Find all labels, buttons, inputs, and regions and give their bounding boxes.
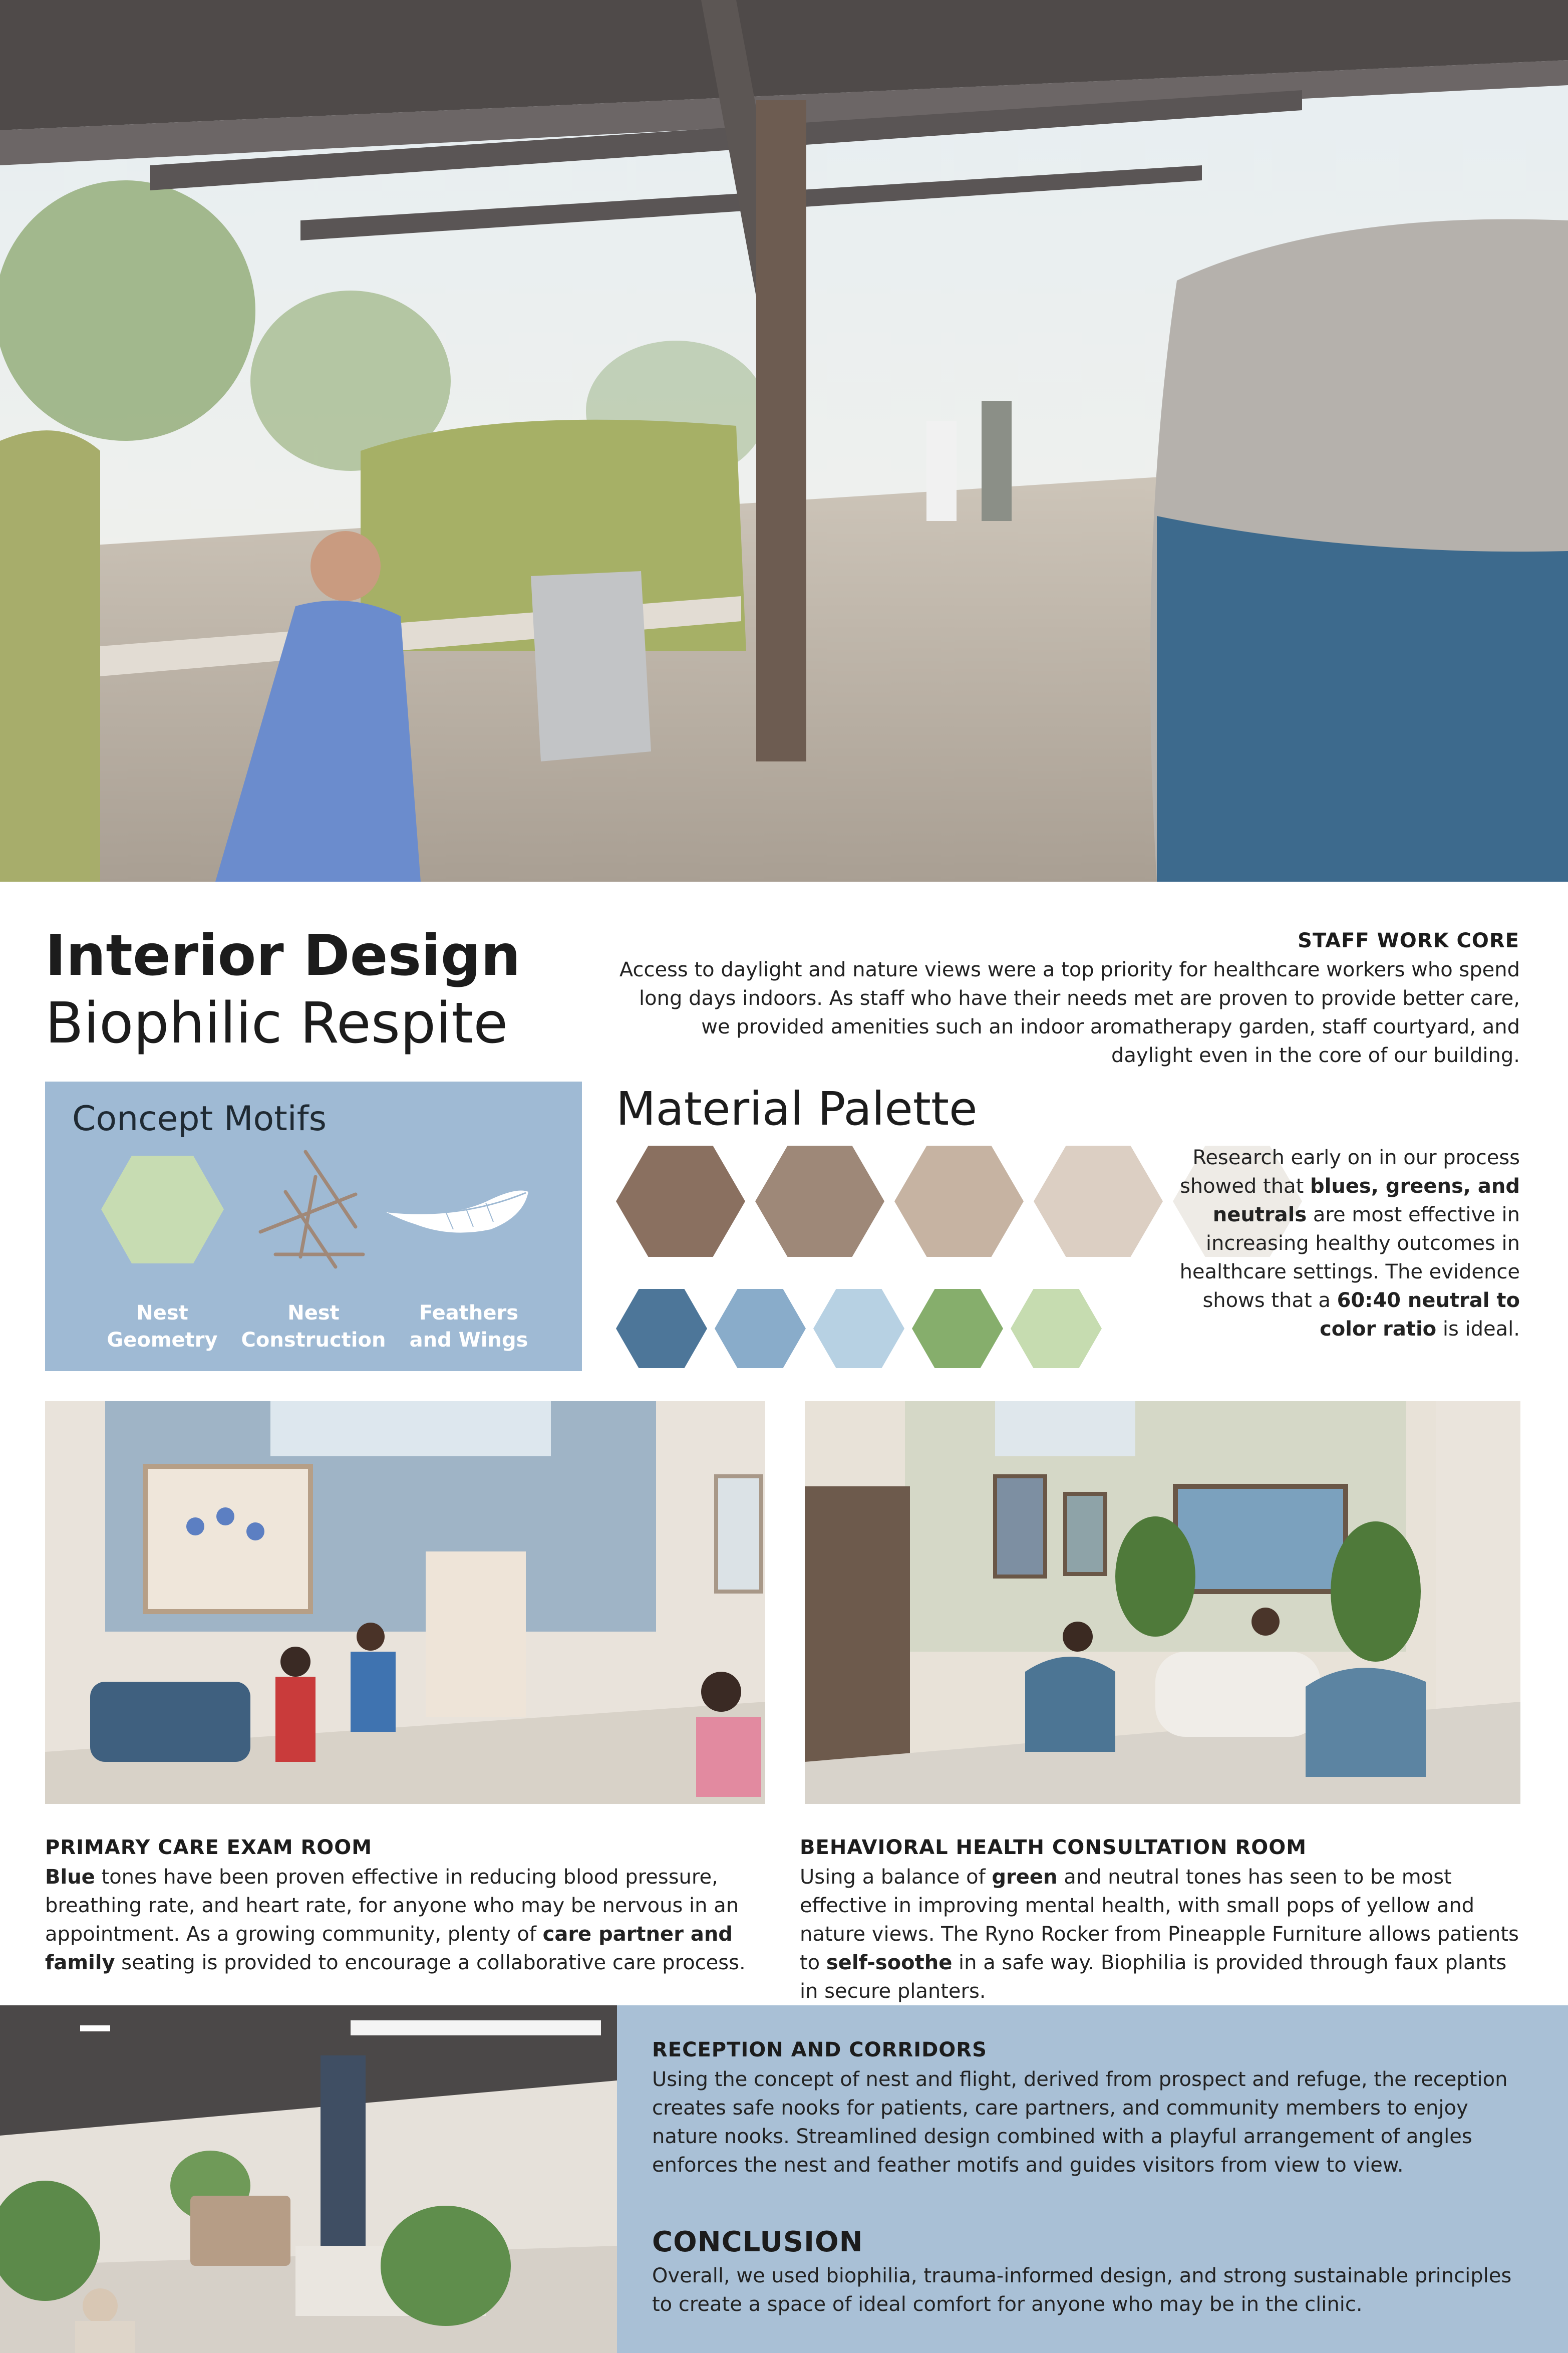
behavioral-health-heading: BEHAVIORAL HEALTH CONSULTATION ROOM [800, 1836, 1307, 1859]
motif-label-feathers-and-wings: Feathers and Wings [409, 1301, 528, 1352]
conclusion-body: Overall, we used biophilia, trauma-informed design, and strong sustainable principles to create a space of ideal comfort for anyone who may be in the clinic. [652, 2264, 1512, 2316]
sticks-icon [255, 1147, 376, 1272]
render-behavioral-health-room [805, 1401, 1520, 1804]
concept-motifs-panel [45, 1082, 582, 1371]
swatch-color-1 [616, 1289, 707, 1368]
hero-render-staff-work-core [0, 0, 1568, 882]
feather-icon [386, 1182, 531, 1237]
concept-motifs-title: Concept Motifs [72, 1099, 327, 1139]
swatch-neutral-3 [894, 1146, 1024, 1257]
swatch-color-2 [715, 1289, 806, 1368]
hexagon-icon [101, 1156, 224, 1263]
render-primary-care-exam-room [45, 1401, 765, 1804]
swatch-color-3 [813, 1289, 904, 1368]
behavioral-health-body: Using a balance of green and neutral tones has seen to be most effective in improving mental health, with small pops of yellow and nature views. The Ryno Rocker from Pineapple Furniture allows patients to self-soothe in a safe way. Biophilia is provided through faux plants in secure planters. [800, 1866, 1519, 2003]
swatch-color-5 [1011, 1289, 1102, 1368]
motif-label-nest-construction: Nest Construction [241, 1301, 386, 1352]
swatch-neutral-4 [1034, 1146, 1163, 1257]
staff-work-core-body: Access to daylight and nature views were a top priority for healthcare workers who spend long days indoors. As staff who have their needs met are proven to provide better care, we provided amenities such an indoor aromatherapy garden, staff courtyard, and daylight even in the core of our building. [619, 958, 1520, 1067]
page-subtitle: Biophilic Respite [45, 991, 508, 1056]
swatch-neutral-2 [755, 1146, 884, 1257]
material-palette-title: Material Palette [616, 1082, 978, 1136]
page-title: Interior Design [45, 923, 521, 988]
primary-care-body: Blue tones have been proven effective in reducing blood pressure, breathing rate, and heart rate, for anyone who may be nervous in an appointment. As a growing community, plenty of care partner and family seating is provided to encourage a collaborative care process. [45, 1866, 746, 1974]
staff-work-core-heading: STAFF WORK CORE [1298, 929, 1519, 952]
reception-conclusion-panel [617, 2005, 1568, 2353]
palette-research-text: Research early on in our process showed that blues, greens, and neutrals are most effective in increasing healthy outcomes in healthcare settings. The evidence shows that a 60:40 neutral to color ratio is ideal. [1179, 1146, 1520, 1341]
reception-heading: RECEPTION AND CORRIDORS [652, 2038, 987, 2061]
motif-label-nest-geometry: Nest Geometry [107, 1301, 218, 1352]
reception-body: Using the concept of nest and flight, derived from prospect and refuge, the reception creates safe nooks for patients, care partners, and community members to enjoy nature nooks. Streamlined design combined with a playful arrangement of angles enforces the nest and feather motifs and guides visitors from view to view. [652, 2068, 1508, 2177]
swatch-color-4 [912, 1289, 1003, 1368]
render-reception-and-corridors [0, 2005, 617, 2353]
conclusion-heading: CONCLUSION [652, 2226, 863, 2258]
primary-care-heading: PRIMARY CARE EXAM ROOM [45, 1836, 373, 1859]
swatch-neutral-1 [616, 1146, 745, 1257]
